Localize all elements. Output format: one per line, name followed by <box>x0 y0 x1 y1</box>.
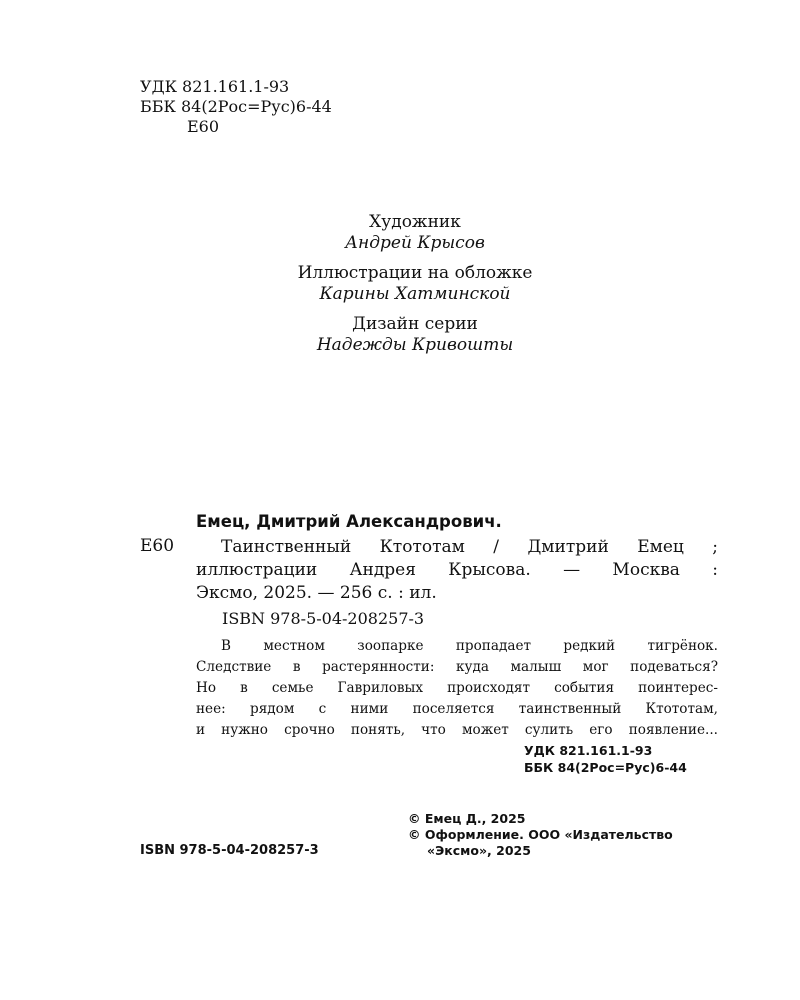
credit-role-series-design: Дизайн серии <box>352 314 478 334</box>
copyright-design: © Оформление. ООО «Издательство <box>408 827 673 842</box>
bbk-code-bottom: ББК 84(2Рос=Рус)6-44 <box>524 760 687 775</box>
catalog-isbn: ISBN 978-5-04-208257-3 <box>222 609 425 628</box>
catalog-author-mark: Е60 <box>140 536 175 556</box>
credits-block <box>200 212 630 356</box>
udk-code-bottom: УДК 821.161.1-93 <box>524 743 653 758</box>
annotation-line: нее: рядом с ними поселяется таинственный Ктототам, <box>196 701 718 717</box>
catalog-line: иллюстрации Андрея Крысова. — Москва : <box>196 560 718 580</box>
credit-role-artist: Художник <box>369 212 461 232</box>
annotation <box>196 636 718 741</box>
credit-name-series-design: Надежды Кривошты <box>316 335 514 355</box>
copyright-design-cont: «Эксмо», 2025 <box>427 843 531 858</box>
catalog-line: Таинственный Ктототам / Дмитрий Емец ; <box>221 537 718 557</box>
credit-name-artist: Андрей Крысов <box>345 233 485 253</box>
footer-isbn: ISBN 978-5-04-208257-3 <box>140 843 319 858</box>
annotation-line: Следствие в растерянности: куда малыш мог подеваться? <box>196 659 718 675</box>
copyright-author: © Емец Д., 2025 <box>408 811 526 826</box>
credit-name-cover: Карины Хатминской <box>319 284 511 304</box>
bbk-code-top: ББК 84(2Рос=Рус)6-44 <box>140 97 332 116</box>
catalog-author-heading: Емец, Дмитрий Александрович. <box>196 512 502 531</box>
annotation-line: Но в семье Гавриловых происходят события поинтерес- <box>196 680 718 696</box>
udk-code-top: УДК 821.161.1-93 <box>140 77 290 96</box>
catalog-line: Эксмо, 2025. — 256 с. : ил. <box>196 583 437 603</box>
annotation-line: В местном зоопарке пропадает редкий тигрёнок. <box>221 638 718 654</box>
credit-role-cover: Иллюстрации на обложке <box>297 263 533 283</box>
author-mark-top: Е60 <box>187 117 220 136</box>
annotation-line: и нужно срочно понять, что может сулить его появление... <box>196 722 718 738</box>
catalog-description <box>196 536 718 605</box>
